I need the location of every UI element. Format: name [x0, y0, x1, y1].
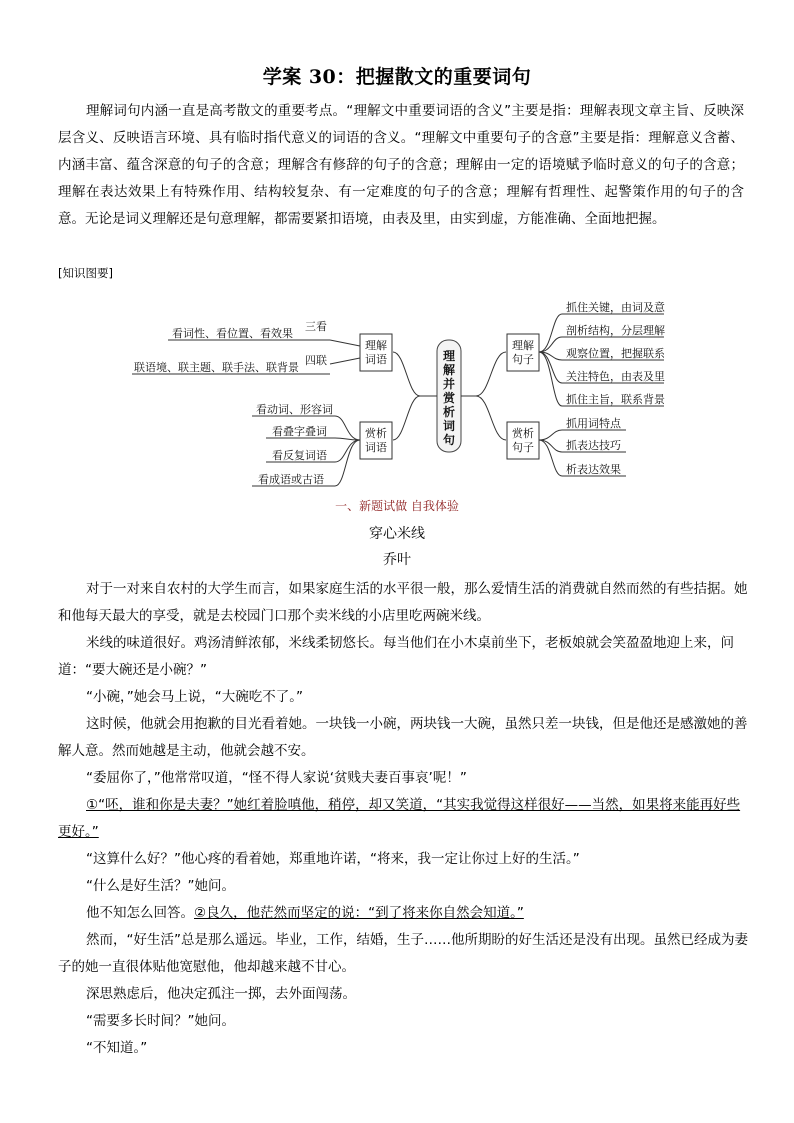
underlined-sentence-1: ①“呸，谁和你是夫妻？”她红着脸嗔他，稍停，却又笑道，“其实我觉得这样很好——当然，如果将来能再好些更好。” [58, 797, 741, 840]
story-body [58, 576, 748, 1062]
leaf-label: 析表达效果 [566, 463, 621, 476]
story-text: 他不知怎么回答。 [86, 905, 194, 921]
node-label: 理解 [365, 339, 387, 352]
story-paragraph: 这时候，他就会用抱歉的目光看着她。一块钱一小碗，两块钱一大碗，虽然只差一块钱，但是他还是感激她的善解人意。然而她越是主动，他就会越不安。 [58, 716, 748, 759]
intro-paragraph: 理解词句内涵一直是高考散文的重要考点。“理解文中重要词语的含义”主要是指：理解表现文章主旨、反映深层含义、反映语言环境、具有临时指代意义的词语的含义。“理解文中重要句子的含意”主要是指：理解意义含蓄、内涵丰富、蕴含深意的句子的含意；理解含有修辞的句子的含意；理解由一定的语境赋予临时意义的句子的含意；理解在表达效果上有特殊作用、结构较复杂、有一定难度的句子的含意；理解有哲理性、起警策作用的句子的含意。无论是词义理解还是句意理解，都需要紧扣语境，由表及里，由实到虚，方能准确、全面地把握。 [58, 103, 744, 227]
connector [461, 352, 506, 396]
node-label: 赏析 [512, 427, 534, 440]
underlined-sentence-2: ②良久，他茫然而坚定的说：“到了将来你自然会知道。” [194, 905, 524, 921]
story-paragraph: “需要多长时间？”她问。 [86, 1013, 235, 1029]
story-paragraph-underlined [58, 792, 748, 846]
story-paragraph: “不知道。” [86, 1040, 148, 1056]
center-char: 理 [442, 349, 456, 363]
leaf-label: 抓住主旨，联系背景 [566, 393, 665, 406]
leaf-label: 剖析结构，分层理解 [566, 324, 665, 337]
center-char: 解 [442, 363, 456, 377]
center-char: 赏 [442, 391, 456, 405]
connector [393, 352, 437, 396]
story-paragraph: “这算什么好？”他心疼的看着她，郑重地许诺，“将来，我一定让你过上好的生活。” [86, 851, 580, 867]
center-char: 词 [442, 419, 456, 433]
node-label: 词语 [365, 441, 387, 454]
knowledge-mind-map [0, 288, 794, 493]
leaf-label: 看动词、形容词 [256, 403, 333, 416]
connector [393, 396, 437, 440]
leaf-label: 看词性、看位置、看效果 [172, 327, 293, 340]
center-char: 句 [442, 433, 456, 447]
leaf-label: 抓表达技巧 [566, 439, 621, 452]
center-char: 并 [442, 377, 456, 391]
story-paragraph: 然而，“好生活”总是那么遥远。毕业，工作，结婚，生子……他所期盼的好生活还是没有出现。虽然已经成为妻子的她一直很体贴他宽慰他，他却越来越不甘心。 [58, 932, 748, 975]
branch-label-sankan: 三看 [305, 320, 327, 333]
node-label: 理解 [512, 339, 534, 352]
leaf-label: 抓住关键，由词及意 [566, 301, 665, 314]
leaf-label: 看反复词语 [272, 449, 327, 462]
story-author: 乔叶 [383, 552, 411, 568]
knowledge-map-label: [知识图要] [58, 266, 113, 280]
branch-label-silian: 四联 [305, 354, 327, 367]
node-label: 句子 [512, 441, 534, 454]
connector [461, 396, 506, 440]
leaf-label: 抓用词特点 [566, 417, 621, 430]
leaf-label: 看成语或古语 [258, 473, 324, 486]
story-paragraph [58, 900, 748, 927]
page-title: 学案 30：把握散文的重要词句 [262, 66, 532, 88]
leaf-label: 联语境、联主题、联手法、联背景 [134, 361, 299, 374]
story-paragraph: “委屈你了，”他常常叹道，“怪不得人家说‘贫贱夫妻百事哀’呢！” [86, 770, 467, 786]
story-paragraph: 深思熟虑后，他决定孤注一掷，去外面闯荡。 [86, 986, 356, 1002]
story-paragraph: 对于一对来自农村的大学生而言，如果家庭生活的水平很一般，那么爱情生活的消费就自然而然的有些拮据。她和他每天最大的享受，就是去校园门口那个卖米线的小店里吃两碗米线。 [58, 581, 748, 624]
story-title: 穿心米线 [369, 526, 425, 542]
leaf-label: 关注特色，由表及里 [566, 370, 665, 383]
center-char: 析 [442, 405, 456, 419]
node-label: 句子 [512, 353, 534, 366]
story-paragraph: “小碗，”她会马上说，“大碗吃不了。” [86, 689, 303, 705]
section-heading: 一、新题试做 自我体验 [335, 499, 459, 513]
story-paragraph: 米线的味道很好。鸡汤清鲜浓郁，米线柔韧悠长。每当他们在小木桌前坐下，老板娘就会笑盈盈地迎上来，问道：“要大碗还是小碗？” [58, 635, 734, 678]
node-label: 词语 [365, 353, 387, 366]
node-label: 赏析 [365, 427, 387, 440]
leaf-label: 观察位置，把握联系 [566, 347, 665, 360]
story-paragraph: “什么是好生活？”她问。 [86, 878, 235, 894]
leaf-label: 看叠字叠词 [272, 425, 327, 438]
